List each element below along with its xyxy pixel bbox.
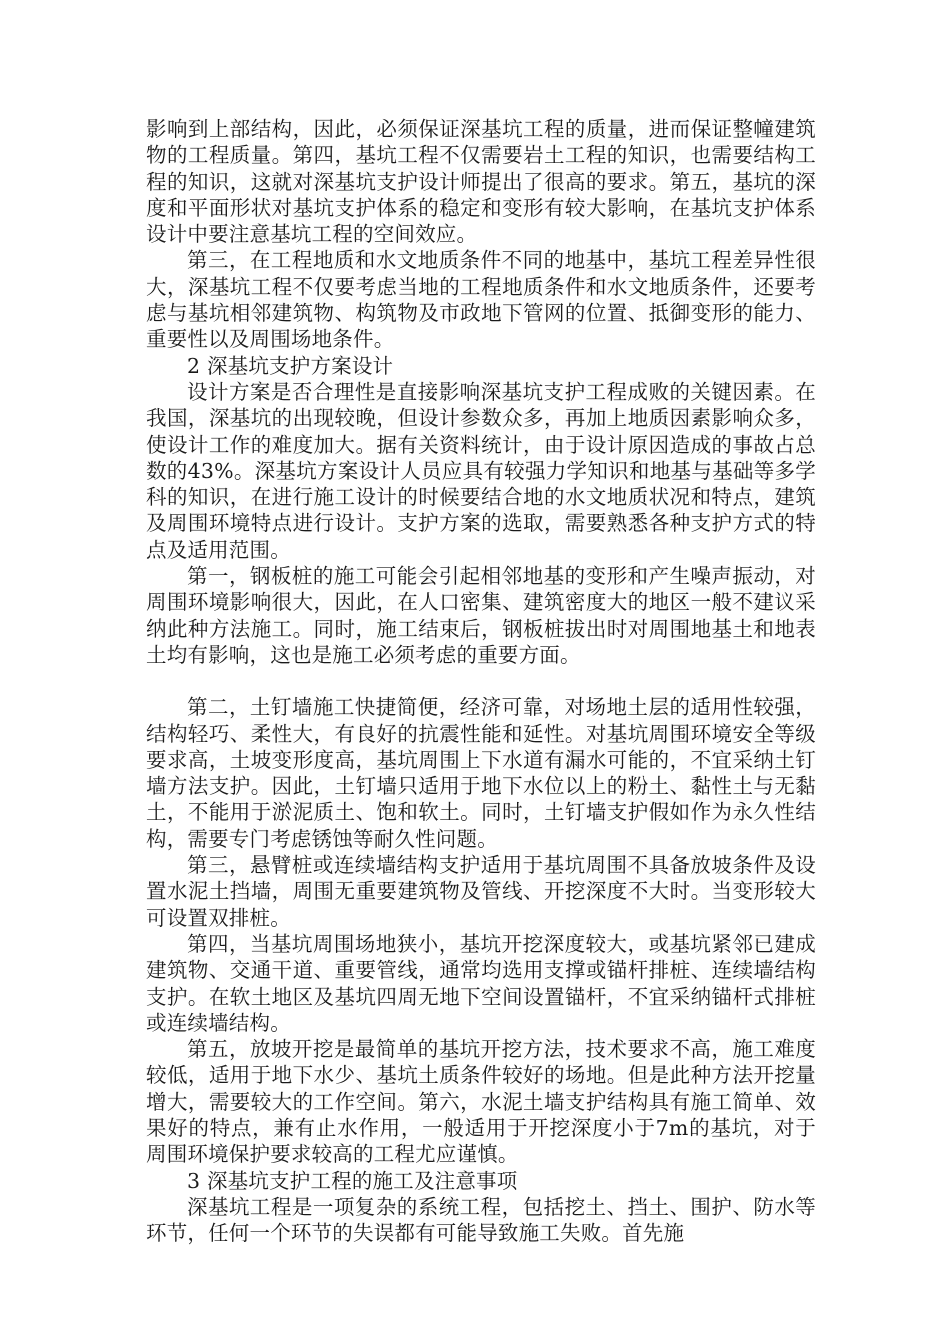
paragraph-construction-intro: 深基坑工程是一项复杂的系统工程，包括挖土、挡土、围护、防水等环节，任何一个环节的失误都有可能导致施工失败。首先施 bbox=[146, 1194, 816, 1246]
paragraph-second-soil-nail-wall: 第二，土钉墙施工快捷简便，经济可靠，对场地土层的适用性较强，结构轻巧、柔性大，有良好的抗震性能和延性。对基坑周围环境安全等级要求高，土坡变形度高，基坑周围上下水道有漏水可能的，不宜采纳土钉墙方法支护。因此，土钉墙只适用于地下水位以上的粉土、黏性土与无黏土，不能用于淤泥质土、饱和软土。同时，土钉墙支护假如作为永久性结构，需要专门考虑锈蚀等耐久性问题。 bbox=[146, 695, 816, 851]
document-body bbox=[146, 116, 816, 1246]
paragraph-first-steel-sheet-pile: 第一，钢板桩的施工可能会引起相邻地基的变形和产生噪声振动，对周围环境影响很大，因此，在人口密集、建筑密度大的地区一般不建议采纳此种方法施工。同时，施工结束后，钢板桩拔出时对周围地基土和地表土均有影响，这也是施工必须考虑的重要方面。 bbox=[146, 564, 816, 667]
paragraph-third-geology: 第三，在工程地质和水文地质条件不同的地基中，基坑工程差异性很大，深基坑工程不仅要考虑当地的工程地质条件和水文地质条件，还要考虑与基坑相邻建筑物、构筑物及市政地下管网的位置、抵御变形的能力、重要性以及周围场地条件。 bbox=[146, 248, 816, 352]
section-heading-3: 3 深基坑支护工程的施工及注意事项 bbox=[187, 1168, 518, 1193]
section-heading-2: 2 深基坑支护方案设计 bbox=[187, 353, 394, 378]
paragraph-third-cantilever-pile: 第三，悬臂桩或连续墙结构支护适用于基坑周围不具备放坡条件及设置水泥土挡墙，周围无重要建筑物及管线、开挖深度不大时。当变形较大可设置双排桩。 bbox=[146, 853, 816, 930]
paragraph-fourth-anchor-pile: 第四，当基坑周围场地狭小，基坑开挖深度较大，或基坑紧邻已建成建筑物、交通干道、重要管线，通常均选用支撑或锚杆排桩、连续墙结构支护。在软土地区及基坑四周无地下空间设置锚杆，不宜采纳锚杆式排桩或连续墙结构。 bbox=[146, 931, 816, 1035]
paragraph-fifth-slope-excavation: 第五，放坡开挖是最简单的基坑开挖方法，技术要求不高，施工难度较低，适用于地下水少、基坑土质条件较好的场地。但是此种方法开挖量增大，需要较大的工作空间。第六，水泥土墙支护结构具有施工简单、效果好的特点，兼有止水作用，一般适用于开挖深度小于7m的基坑，对于周围环境保护要求较高的工程尤应谨慎。 bbox=[146, 1037, 816, 1167]
paragraph-intro-continuation: 影响到上部结构，因此，必须保证深基坑工程的质量，进而保证整幢建筑物的工程质量。第四，基坑工程不仅需要岩土工程的知识，也需要结构工程的知识，这就对深基坑支护设计师提出了很高的要求。第五，基坑的深度和平面形状对基坑支护体系的稳定和变形有较大影响，在基坑支护体系设计中要注意基坑工程的空间效应。 bbox=[146, 117, 816, 247]
paragraph-design-scheme: 设计方案是否合理性是直接影响深基坑支护工程成败的关键因素。在我国，深基坑的出现较晚，但设计参数众多，再加上地质因素影响众多，使设计工作的难度加大。据有关资料统计，由于设计原因造成的事故占总数的43%。深基坑方案设计人员应具有较强力学知识和地基与基础等多学科的知识，在进行施工设计的时候要结合地的水文地质状况和特点，建筑及周围环境特点进行设计。支护方案的选取，需要熟悉各种支护方式的特点及适用范围。 bbox=[146, 379, 816, 562]
